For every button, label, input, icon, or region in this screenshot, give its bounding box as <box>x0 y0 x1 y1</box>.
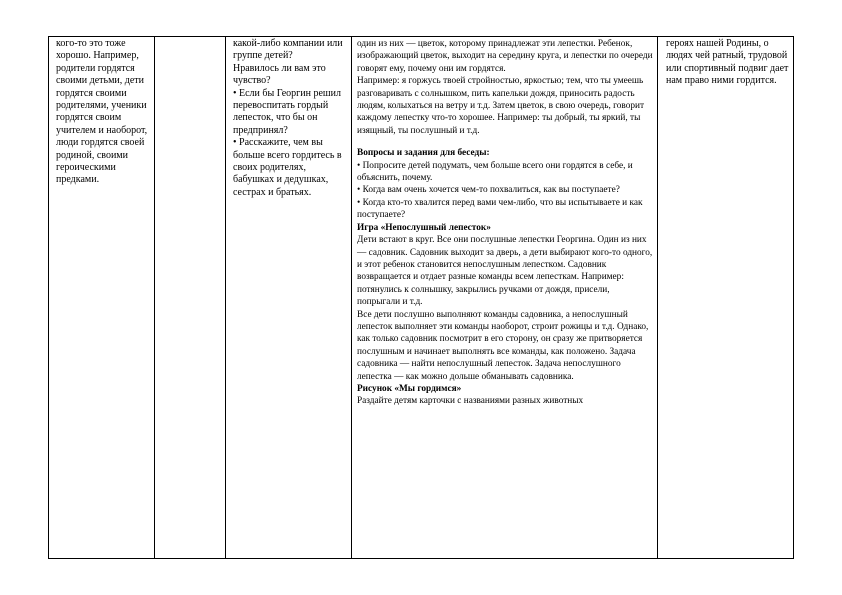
drawing-text: Раздайте детям карточки с названиями разных животных <box>357 396 584 407</box>
col4-example: Например: я горжусь твоей стройностью, яркостью; тем, что ты умеешь разговаривать с солнышком, пить капельки дождя, приносить радость людям, колыхаться на ветру и т.д. Затем цветок, в свою очередь, говорит каждому лепестку что-то хорошее. Например: ты добрый, ты яркий, ты изящный, ты послушный и т.д. <box>357 76 645 136</box>
col3-line-3: • Если бы Георгин решил перевоспитать гордый лепесток, что бы он предпринял? <box>233 87 341 136</box>
question-item: • Когда вам очень хочется чем-то похвалиться, как вы поступаете? <box>357 185 620 196</box>
spacer <box>357 137 653 147</box>
game-heading: Игра «Непослушный лепесток» <box>357 222 491 233</box>
col3-line-2: Нравилось ли вам это чувство? <box>233 62 326 87</box>
col4-intro: один из них — цветок, которому принадлежат эти лепестки. Ребенок, изображающий цветок, выходит на середину круга, и лепестки по очереди говорят ему, почему они им гордятся. <box>357 39 653 74</box>
question-item: • Когда кто-то хвалится перед вами чем-либо, что вы испытываете и как поступаете? <box>357 197 643 221</box>
drawing-heading: Рисунок «Мы гордимся» <box>357 383 462 394</box>
game-text-2: Все дети послушно выполняют команды садовника, а непослушный лепесток выполняет эти команды наоборот, строит рожицы и т.д. Однако, как только садовник посмотрит в его сторону, он сразу же притворяется послушным и начинает выполнять все команды, как положено. Задача садовника — найти непослушный лепесток. Задача непослушного лепестка — как можно дольше обманывать садовника. <box>357 309 649 382</box>
col5-text: героях нашей Родины, о людях чей ратный, трудовой или спортивный подвиг дает нам право ними гордится. <box>666 38 789 87</box>
question-item: • Попросите детей подумать, чем больше всего они гордятся в себе, и объяснить, почему. <box>357 160 633 184</box>
col3-line-1: какой-либо компании или группе детей? <box>233 38 343 62</box>
table-column-5 <box>658 37 793 558</box>
table-column-2 <box>155 37 226 558</box>
table-column-3 <box>226 37 352 558</box>
table-column-1 <box>49 37 155 558</box>
table-column-4 <box>352 37 658 558</box>
lesson-table <box>48 36 794 559</box>
col3-line-4: • Расскажите, чем вы больше всего гордитесь в своих родителях, бабушках и дедушках, сестрах и братьях. <box>233 137 342 198</box>
col1-text: кого-то это тоже хорошо. Например, родители гордятся своими детьми, дети гордятся своими родителями, ученики гордятся своим учителем и наоборот, люди гордятся своей родиной, своими героическими предками. <box>56 38 148 186</box>
questions-heading: Вопросы и задания для беседы: <box>357 148 490 159</box>
game-text-1: Дети встают в круг. Все они послушные лепестки Георгина. Один из них — садовник. Садовник выходит за дверь, а дети выбирают кого-то одного, и этот ребенок становится непослушным лепестком. Садовник возвращается и отдает разные команды всем лепесткам. Например: потянулись к солнышку, закрылись ручками от дождя, присели, попрыгали и т.д. <box>357 235 653 308</box>
